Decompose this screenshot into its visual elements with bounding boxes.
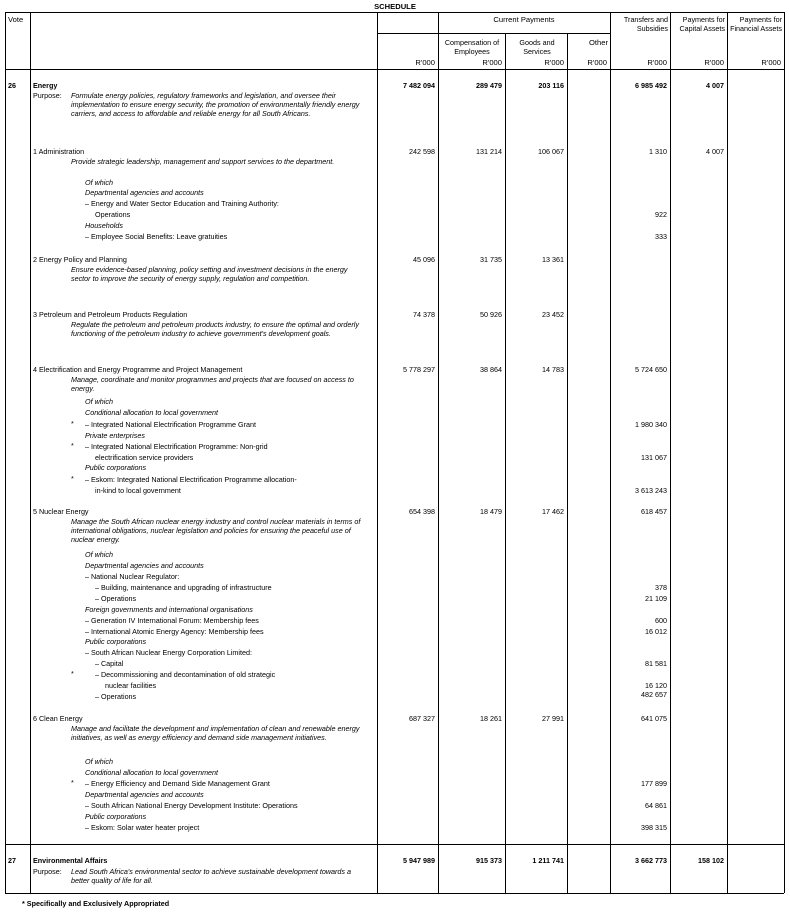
transfers-value: 6 985 492 [635, 81, 667, 90]
total-value: 7 482 094 [403, 81, 435, 90]
comp-value: 18 261 [480, 714, 502, 723]
programme-desc: Regulate the petroleum and petroleum products industry, to ensure the optimal and orderly functioning of the petroleum industry to achieve government's development goals. [71, 320, 359, 338]
line-item-value: 333 [655, 232, 667, 241]
col-line [670, 12, 671, 893]
line-item: – Integrated National Electrification Programme Grant [85, 420, 256, 429]
goods-value: 106 067 [538, 147, 564, 156]
line-item-value: 922 [655, 210, 667, 219]
line-item-value: 81 581 [645, 659, 667, 668]
comp-value: 50 926 [480, 310, 502, 319]
asterisk-marker: * [71, 669, 74, 678]
line-item-value: 1 980 340 [635, 420, 667, 429]
asterisk-marker: * [71, 778, 74, 787]
line-item-value: 3 613 243 [635, 486, 667, 495]
col-line [30, 12, 31, 893]
line-item: – Generation IV International Forum: Membership fees [85, 616, 259, 625]
unit-label: R'000 [761, 58, 781, 67]
line-item: – Employee Social Benefits: Leave gratuities [85, 232, 228, 241]
unit-label: R'000 [544, 58, 564, 67]
line-item-value: 64 861 [645, 801, 667, 810]
category-label: Public corporations [85, 812, 147, 821]
unit-label: R'000 [587, 58, 607, 67]
asterisk-marker: * [71, 441, 74, 450]
vote-name: Environmental Affairs [33, 856, 108, 865]
line-item: – National Nuclear Regulator: [85, 572, 180, 581]
line-item: – Capital [95, 659, 124, 668]
line-item: electrification service providers [95, 453, 194, 462]
goods-value: 13 361 [542, 255, 564, 264]
line-item-value: 177 899 [641, 779, 667, 788]
of-which-label: Of which [85, 757, 113, 766]
programme-name: 2 Energy Policy and Planning [33, 255, 127, 264]
line-item-value: 600 [655, 616, 667, 625]
of-which-label: Of which [85, 550, 113, 559]
financial-assets-header: Payments for Financial Assets [730, 15, 782, 33]
line-item: – Integrated National Electrification Programme: Non-grid [85, 442, 268, 451]
col-line [505, 33, 506, 893]
line-item: – Energy Efficiency and Demand Side Management Grant [85, 779, 270, 788]
transfers-value: 1 310 [649, 147, 667, 156]
other-header: Other [589, 38, 608, 47]
col-line [727, 12, 728, 893]
line-item: – Eskom: Integrated National Electrification Programme allocation- [85, 475, 297, 484]
programme-desc: Provide strategic leadership, management and support services to the department. [71, 157, 335, 166]
vote-separator [5, 844, 784, 845]
programme-desc: Manage the South African nuclear energy industry and control nuclear materials in terms of international obligations, nuclear legislation and policies for ensuring the peaceful use of nuclear energy. [71, 517, 361, 544]
transfers-value: 3 662 773 [635, 856, 667, 865]
category-label: Departmental agencies and accounts [85, 188, 204, 197]
total-value: 242 598 [409, 147, 435, 156]
total-value: 687 327 [409, 714, 435, 723]
programme-name: 4 Electrification and Energy Programme and Project Management [33, 365, 243, 374]
goods-value: 27 991 [542, 714, 564, 723]
line-item: – South African National Energy Development Institute: Operations [85, 801, 298, 810]
programme-desc: Manage and facilitate the development and implementation of clean and renewable energy initiatives, as well as energy efficiency and demand side management initiatives. [71, 724, 360, 742]
unit-label: R'000 [482, 58, 502, 67]
vote-purpose: Formulate energy policies, regulatory frameworks and legislation, and oversee their implementation to ensure energy security, the promotion of environmentally friendly energy carriers, and access to affordable and reliable energy for all South Africans. [71, 91, 360, 118]
col-line [438, 12, 439, 893]
capital-value: 4 007 [706, 147, 724, 156]
category-label: Private enterprises [85, 431, 145, 440]
vote-purpose: Lead South Africa's environmental sector to achieve sustainable development towards a better quality of life for all. [71, 867, 351, 885]
total-value: 45 096 [413, 255, 435, 264]
capital-value: 4 007 [706, 81, 724, 90]
line-item: – Operations [95, 594, 137, 603]
line-item-value: 16 120 [645, 681, 667, 690]
schedule-title: SCHEDULE [374, 2, 416, 11]
capital-value: 158 102 [698, 856, 724, 865]
of-which-label: Of which [85, 178, 113, 187]
line-item: in-kind to local government [95, 486, 181, 495]
comp-value: 38 864 [480, 365, 502, 374]
unit-label: R'000 [647, 58, 667, 67]
line-item-value: 378 [655, 583, 667, 592]
programme-name: 5 Nuclear Energy [33, 507, 89, 516]
purpose-label: Purpose: [33, 867, 62, 876]
footnote: * Specifically and Exclusively Appropriated [22, 899, 170, 908]
of-which-label: Of which [85, 397, 113, 406]
table-bottom-border [5, 893, 784, 894]
vote-number: 26 [8, 81, 16, 90]
programme-name: 1 Administration [33, 147, 85, 156]
line-item: – Energy and Water Sector Education and Training Authority: [85, 199, 279, 208]
purpose-label: Purpose: [33, 91, 62, 100]
comp-value: 131 214 [476, 147, 502, 156]
line-item: – Decommissioning and decontamination of old strategic [95, 670, 276, 679]
comp-value: 18 479 [480, 507, 502, 516]
category-label: Public corporations [85, 463, 147, 472]
line-item-value: 21 109 [645, 594, 667, 603]
goods-value: 203 116 [538, 81, 564, 90]
current-payments-underline [377, 33, 610, 34]
unit-label: R'000 [415, 58, 435, 67]
unit-label: R'000 [704, 58, 724, 67]
line-item: – International Atomic Energy Agency: Membership fees [85, 627, 264, 636]
category-label: Departmental agencies and accounts [85, 561, 204, 570]
category-label: Households [85, 221, 123, 230]
programme-name: 3 Petroleum and Petroleum Products Regulation [33, 310, 188, 319]
category-label: Departmental agencies and accounts [85, 790, 204, 799]
total-value: 654 398 [409, 507, 435, 516]
goods-services-header: Goods and Services [519, 38, 555, 56]
table-top-border [5, 12, 784, 13]
goods-value: 23 452 [542, 310, 564, 319]
programme-name: 6 Clean Energy [33, 714, 83, 723]
line-item-value: 482 657 [641, 690, 667, 699]
line-item: Operations [95, 210, 131, 219]
category-label: Conditional allocation to local government [85, 408, 219, 417]
asterisk-marker: * [71, 474, 74, 483]
category-label: Conditional allocation to local government [85, 768, 219, 777]
line-item-value: 398 315 [641, 823, 667, 832]
line-item: nuclear facilities [105, 681, 157, 690]
comp-value: 289 479 [476, 81, 502, 90]
total-value: 5 778 297 [403, 365, 435, 374]
line-item-value: 131 067 [641, 453, 667, 462]
goods-value: 1 211 741 [532, 856, 564, 865]
transfers-value: 641 075 [641, 714, 667, 723]
vote-header: Vote [8, 15, 24, 24]
total-value: 5 947 989 [403, 856, 435, 865]
line-item-value: 16 012 [645, 627, 667, 636]
programme-desc: Manage, coordinate and monitor programmes and projects that are focused on access to energy. [71, 375, 354, 393]
comp-employees-header: Compensation of Employees [444, 38, 500, 56]
comp-value: 31 735 [480, 255, 502, 264]
line-item: – South African Nuclear Energy Corporation Limited: [85, 648, 252, 657]
col-line [784, 12, 785, 893]
header-bottom-border [5, 69, 784, 70]
vote-name: Energy [33, 81, 58, 90]
current-payments-header: Current Payments [493, 15, 555, 24]
transfers-value: 5 724 650 [635, 365, 667, 374]
category-label: Public corporations [85, 637, 147, 646]
goods-value: 17 462 [542, 507, 564, 516]
goods-value: 14 783 [542, 365, 564, 374]
comp-value: 915 373 [476, 856, 502, 865]
category-label: Foreign governments and international organisations [85, 605, 253, 614]
transfers-header: Transfers and Subsidies [623, 15, 668, 33]
line-item: – Operations [95, 692, 137, 701]
col-line [5, 12, 6, 893]
asterisk-marker: * [71, 419, 74, 428]
col-line [567, 33, 568, 893]
transfers-value: 618 457 [641, 507, 667, 516]
capital-assets-header: Payments for Capital Assets [679, 15, 725, 33]
line-item: – Eskom: Solar water heater project [85, 823, 200, 832]
col-line [377, 12, 378, 893]
vote-number: 27 [8, 856, 16, 865]
total-value: 74 378 [413, 310, 435, 319]
line-item: – Building, maintenance and upgrading of infrastructure [95, 583, 272, 592]
programme-desc: Ensure evidence-based planning, policy setting and investment decisions in the energy sector to improve the security of energy supply, regulation and competition. [71, 265, 348, 283]
